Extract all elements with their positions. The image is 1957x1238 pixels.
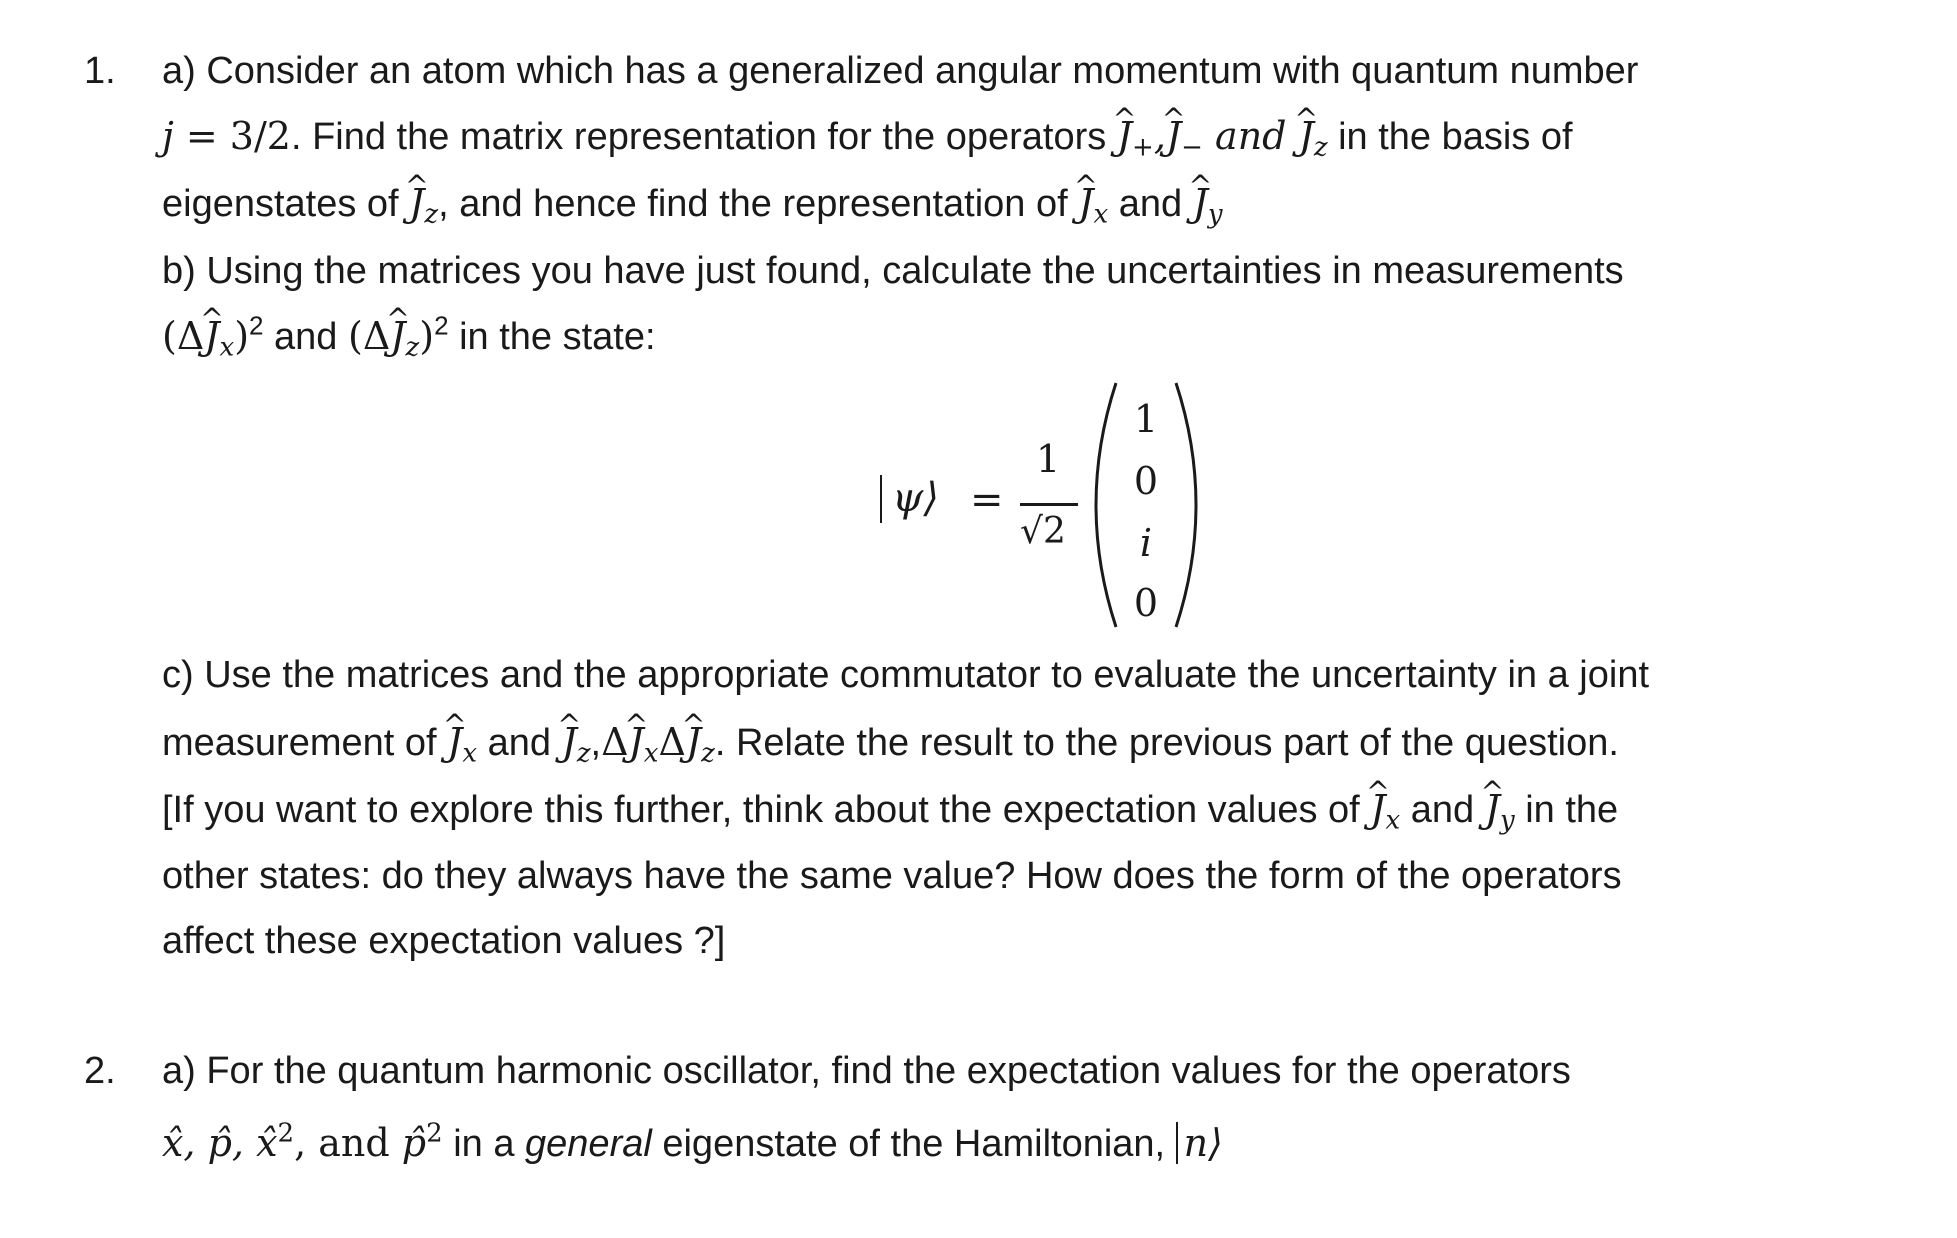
q1-line-10: affect these expectation values ?] bbox=[162, 920, 726, 962]
state-equation bbox=[880, 375, 1210, 635]
q1-line-9: other states: do they always have the same value? How does the form of the operators bbox=[162, 855, 1622, 897]
question-number-2: 2. bbox=[84, 1050, 116, 1092]
q1-line-6: c) Use the matrices and the appropriate commutator to evaluate the uncertainty in a joint bbox=[162, 654, 1650, 696]
j-symbol: j bbox=[162, 114, 174, 158]
q1-line-2: j = 3/2. Find the matrix representation for the operators ^ $J_+,\^{}$ $J_-$ and ^ $J_z$ in the basis of bbox=[162, 113, 1573, 160]
q1-line-7: measurement of ^ $J_x$ and ^ $J_z,\Delta\^{}$ $J_x\Delta\^{}$ $J_z$. Relate the result to the previous part of the question. bbox=[162, 719, 1619, 766]
emphasis-general: general bbox=[525, 1123, 652, 1165]
vector-element-1: 1 bbox=[1133, 397, 1159, 441]
q1-line-5: (Δ^ $J_x)^2$ and (Δ^ $J_z)^2$ in the state: bbox=[162, 313, 656, 360]
q2-line-1: a) For the quantum harmonic oscillator, find the expectation values for the operators bbox=[162, 1050, 1571, 1092]
vector-element-3: i bbox=[1139, 521, 1153, 565]
vector-element-2: 0 bbox=[1133, 459, 1159, 503]
vector-element-4: 0 bbox=[1133, 581, 1159, 625]
operators-list: x̂, p̂, x̂ bbox=[162, 1121, 278, 1165]
q2-line-2: x̂, p̂, x̂$^2$, and p̂$^2$ in a general eigenstate of the Hamiltonian, n⟩ bbox=[162, 1118, 1223, 1165]
q1-line-8: [If you want to explore this further, think about the expectation values of ^ $J_x$ and ^ $J_y$ in the bbox=[162, 786, 1618, 833]
q1-line-3: eigenstates of ^ $J_z$, and hence find the representation of ^ $J_x$ and ^ $J_y$ bbox=[162, 180, 1223, 227]
q1-line-4: b) Using the matrices you have just found, calculate the uncertainties in measurements bbox=[162, 250, 1624, 292]
fraction-denominator: √2 bbox=[1020, 511, 1066, 552]
psi-ket: ψ⟩ bbox=[892, 475, 939, 521]
q1-line-1: a) Consider an atom which has a generalized angular momentum with quantum number bbox=[162, 50, 1639, 92]
fraction-numerator: 1 bbox=[1036, 437, 1061, 481]
n-ket: n⟩ bbox=[1183, 1121, 1223, 1165]
question-number-1: 1. bbox=[84, 50, 116, 92]
equals-sign: = bbox=[970, 477, 1004, 523]
ket-bar-n bbox=[1176, 1122, 1178, 1164]
